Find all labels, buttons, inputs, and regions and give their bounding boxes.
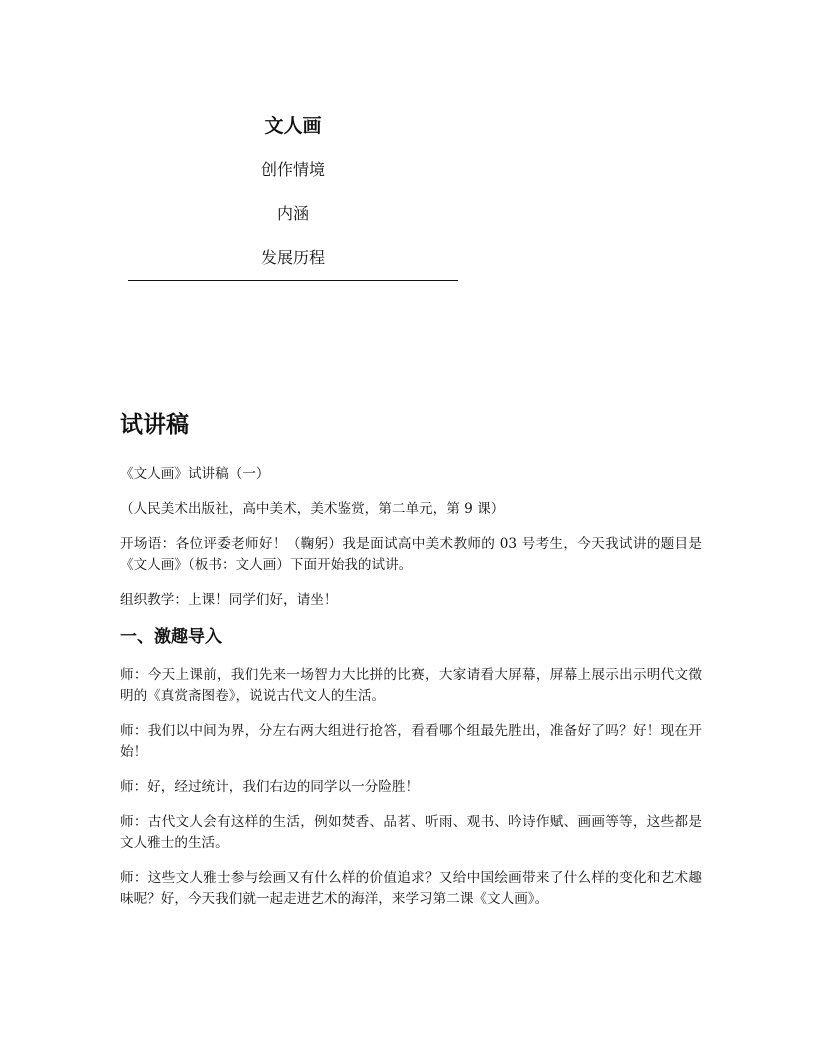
- intro-title-line: 《文人画》试讲稿（一）: [120, 466, 270, 482]
- board-item-development: 发展历程: [260, 248, 325, 267]
- document-body: [120, 464, 702, 924]
- paragraph: 师：今天上课前，我们先来一场智力大比拼的比赛，大家请看大屏幕，屏幕上展示出示明代文徵明的《真赏斋图卷》，说说古代文人的生活。: [120, 667, 702, 704]
- paragraph: 师：好，经过统计，我们右边的同学以一分险胜！: [120, 779, 420, 795]
- board-title: 文人画: [264, 115, 322, 137]
- paragraph: 师：古代文人会有这样的生活，例如焚香、品茗、听雨、观书、吟诗作赋、画画等等，这些都是文人雅士的生活。: [120, 814, 702, 851]
- intro-source-line: （人民美术出版社，高中美术，美术鉴赏，第二单元，第 9 课）: [120, 501, 505, 517]
- paragraph: 师：我们以中间为界，分左右两大组进行抢答，看看哪个组最先胜出，准备好了吗？好！现在开始！: [120, 723, 702, 760]
- document-title: 试讲稿: [120, 412, 189, 438]
- board-item-creation-context: 创作情境: [260, 160, 325, 179]
- intro-opening-remarks: 开场语：各位评委老师好！（鞠躬）我是面试高中美术教师的 03 号考生，今天我试讲的题目是《文人画》（板书：文人画）下面开始我的试讲。: [120, 536, 702, 573]
- board-divider: [128, 280, 458, 281]
- paragraph: 师：这些文人雅士参与绘画又有什么样的价值追求？又给中国绘画带来了什么样的变化和艺术趣味呢？好，今天我们就一起走进艺术的海洋，来学习第二课《文人画》。: [120, 870, 702, 907]
- intro-class-organization: 组织教学：上课！同学们好，请坐！: [120, 592, 338, 608]
- section-heading-introduction: 一、激趣导入: [120, 627, 222, 647]
- board-item-connotation: 内涵: [276, 204, 309, 223]
